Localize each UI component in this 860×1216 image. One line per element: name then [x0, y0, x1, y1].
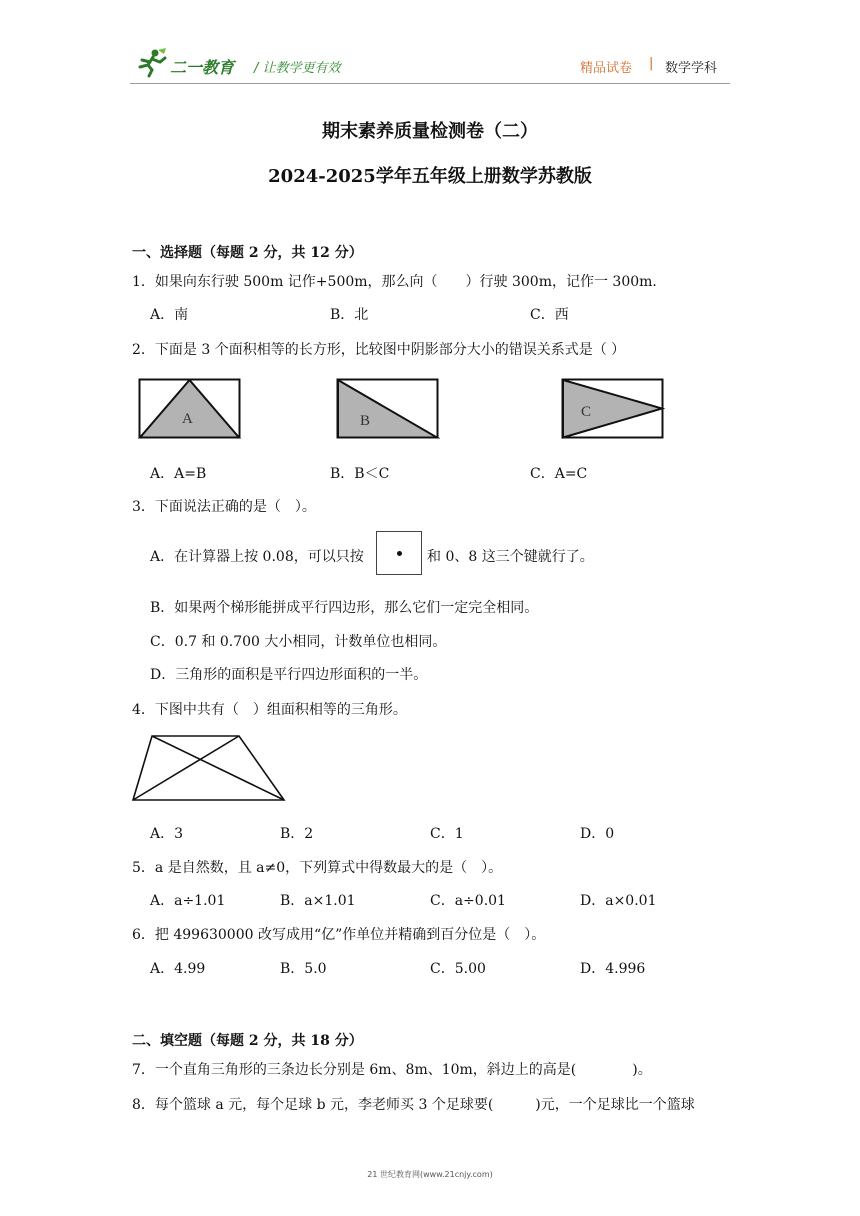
option-c[interactable]: C．a÷0.01: [430, 893, 506, 909]
figure-label-c: C: [581, 404, 592, 420]
page-title: 期末素养质量检测卷（二）: [322, 121, 538, 142]
logo-runner-icon: [136, 48, 168, 78]
option-a-continued: 和 0、8 这三个键就行了。: [427, 549, 594, 565]
subject-tag: 数学学科: [665, 61, 718, 76]
page-subtitle: 2024-2025学年五年级上册数学苏教版: [268, 166, 592, 187]
page-footer: 21 世纪教育网(www.21cnjy.com): [367, 1170, 493, 1179]
calculator-decimal-key: [376, 531, 422, 575]
option-c[interactable]: C．A=C: [530, 466, 588, 482]
section-heading-fill: 二、填空题（每题 2 分，共 18 分）: [132, 1033, 363, 1049]
header-slogan: / 让教学更有效: [254, 61, 341, 76]
trapezoid-figure: [130, 733, 288, 803]
decimal-point-icon: [397, 551, 402, 556]
option-a[interactable]: A．3: [150, 826, 184, 842]
option-c[interactable]: C．西: [530, 307, 569, 323]
option-b[interactable]: B．a×1.01: [280, 893, 356, 909]
option-b[interactable]: B．如果两个梯形能拼成平行四边形，那么它们一定完全相同。: [150, 600, 539, 616]
question-stem: 2．下面是 3 个面积相等的长方形，比较图中阴影部分大小的错误关系式是（ ）: [132, 342, 626, 358]
figure-label-b: B: [360, 413, 371, 429]
option-d[interactable]: D．三角形的面积是平行四边形面积的一半。: [150, 667, 428, 683]
option-c[interactable]: C．5.00: [430, 961, 486, 977]
header-divider: [130, 83, 730, 84]
question-stem: 3．下面说法正确的是（ ）。: [132, 499, 316, 515]
option-a[interactable]: A．南: [150, 307, 189, 323]
option-a[interactable]: A．在计算器上按 0.08，可以只按: [150, 549, 364, 565]
option-d[interactable]: D．a×0.01: [580, 893, 657, 909]
option-b[interactable]: B．5.0: [280, 961, 327, 977]
rectangle-figure-c: [561, 378, 665, 440]
option-c[interactable]: C．1: [430, 826, 464, 842]
option-b[interactable]: B．北: [330, 307, 369, 323]
question-stem: 6．把 499630000 改写成用“亿”作单位并精确到百分位是（ ）。: [132, 927, 546, 943]
question-stem: 1．如果向东行驶 500m 记作+500m，那么向（ ）行驶 300m，记作一 300m．: [132, 274, 667, 290]
question-stem: 7．一个直角三角形的三条边长分别是 6m、8m、10m，斜边上的高是( )。: [132, 1062, 652, 1078]
rectangle-figure-a: [138, 378, 242, 440]
option-d[interactable]: D．0: [580, 826, 615, 842]
question-stem: 4．下图中共有（ ）组面积相等的三角形。: [132, 702, 407, 718]
section-heading-choice: 一、选择题（每题 2 分，共 12 分）: [132, 245, 363, 261]
header-separator: |: [649, 56, 654, 71]
option-a[interactable]: A．4.99: [150, 961, 206, 977]
option-a[interactable]: A．a÷1.01: [150, 893, 226, 909]
option-b[interactable]: B．2: [280, 826, 314, 842]
rectangle-figure-b: [336, 378, 440, 440]
logo-text: 二一教育: [170, 58, 235, 77]
question-stem: 8．每个篮球 a 元，每个足球 b 元，李老师买 3 个足球要( )元，一个足球比一个篮球: [132, 1097, 695, 1113]
option-b[interactable]: B．B＜C: [330, 466, 390, 482]
question-stem: 5．a 是自然数，且 a≠0，下列算式中得数最大的是（ ）。: [132, 860, 503, 876]
quality-tag: 精品试卷: [580, 61, 633, 76]
option-c[interactable]: C．0.7 和 0.700 大小相同，计数单位也相同。: [150, 634, 447, 650]
option-d[interactable]: D．4.996: [580, 961, 646, 977]
figure-label-a: A: [182, 411, 193, 427]
option-a[interactable]: A．A=B: [150, 466, 207, 482]
